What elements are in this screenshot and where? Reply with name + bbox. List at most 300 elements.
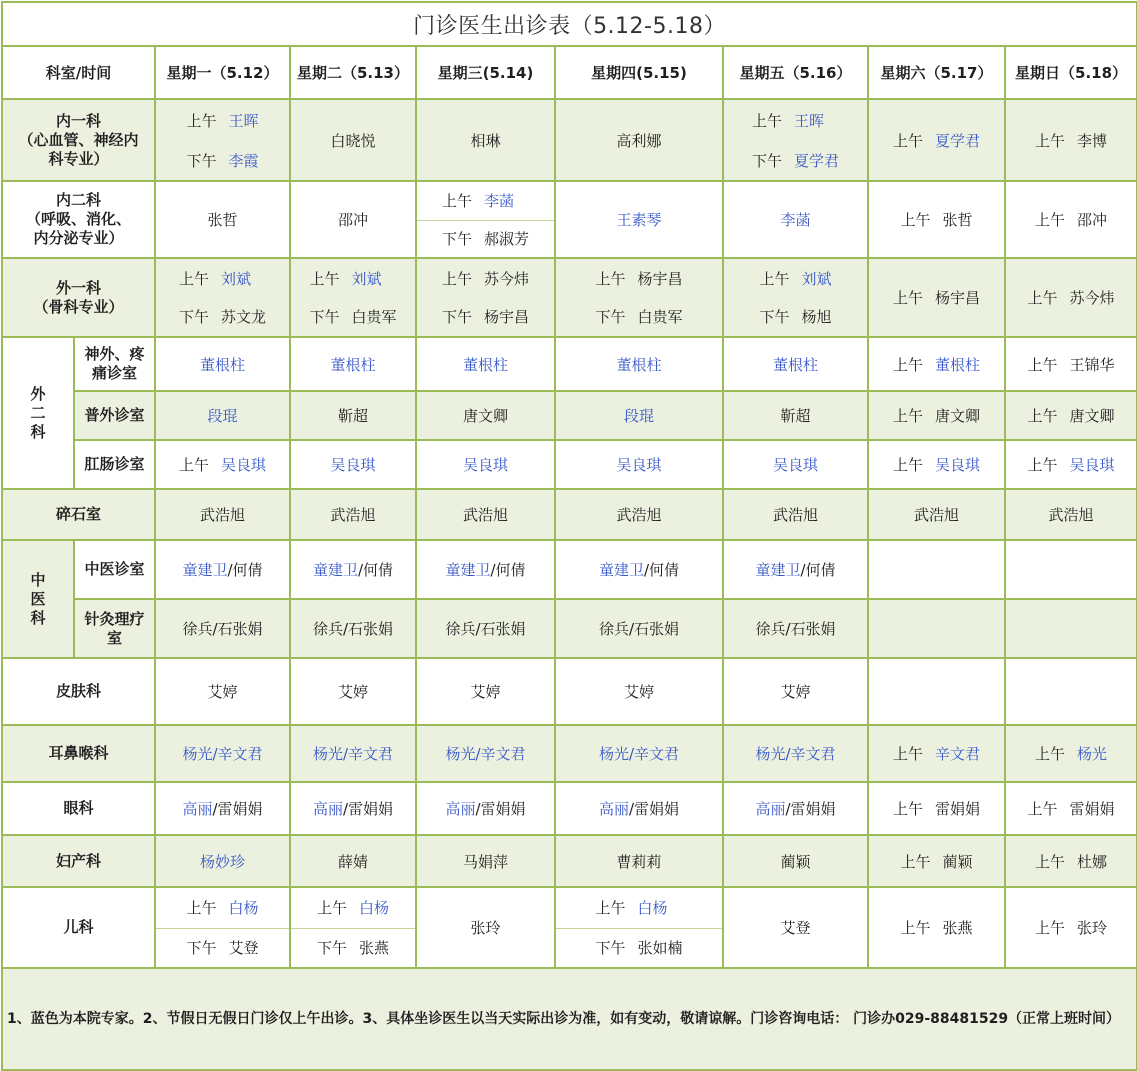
schedule-line [599, 559, 679, 580]
schedule-cell-content [724, 392, 867, 439]
clinic-label-line: 中医诊室 [84, 560, 145, 578]
schedule-cell-wed [416, 391, 555, 440]
shift-lines [442, 259, 529, 336]
schedule-line [200, 851, 245, 872]
schedule-cell-content [724, 659, 867, 724]
schedule-line [780, 209, 810, 230]
schedule-cell-content [556, 836, 722, 886]
time-period-label: 下午 [186, 938, 217, 957]
schedule-line [755, 559, 835, 580]
schedule-line [1028, 798, 1115, 819]
schedule-cell-fri [723, 599, 868, 658]
schedule-cell-tue [290, 725, 416, 782]
schedule-line [1028, 354, 1115, 375]
shift-lines [752, 100, 839, 180]
schedule-body [2, 99, 1137, 968]
department-label-text [30, 571, 47, 628]
department-label-text [26, 191, 131, 248]
expert-doctor-name: 吴良琪 [935, 456, 981, 474]
department-row [2, 658, 1137, 725]
expert-doctor-name: 董根柱 [462, 355, 508, 374]
expert-doctor-name: 刘斌 [351, 269, 382, 288]
schedule-line [773, 504, 818, 525]
schedule-line [624, 405, 654, 426]
schedule-line [442, 182, 529, 220]
schedule-cell-thu [555, 835, 723, 887]
schedule-line [616, 354, 661, 375]
expert-doctor-name: 童建卫 [312, 561, 358, 579]
department-label [2, 887, 155, 968]
doctor-name: 王锦华 [1069, 355, 1115, 374]
schedule-cell-wed [416, 725, 555, 782]
time-period-label: 上午 [186, 899, 217, 918]
expert-doctor-name: 吴良琪 [462, 456, 508, 474]
shift-divider [417, 220, 554, 221]
schedule-line [207, 681, 237, 702]
time-period-label: 下午 [441, 308, 472, 327]
doctor-name: /何倩 [357, 561, 394, 579]
doctor-name: /雷娟娟 [628, 800, 680, 818]
expert-doctor-name: 刘斌 [221, 269, 252, 288]
expert-doctor-name: 吴良琪 [330, 456, 376, 474]
schedule-cell-content [556, 392, 722, 439]
schedule-line [207, 405, 237, 426]
doctor-name: 白贵军 [351, 308, 397, 327]
department-row [2, 181, 1137, 258]
schedule-cell-fri [723, 658, 868, 725]
schedule-cell-thu [555, 540, 723, 599]
schedule-line [338, 681, 368, 702]
schedule-cell-fri [723, 725, 868, 782]
doctor-name: 张燕 [359, 938, 390, 957]
schedule-cell-fri [723, 887, 868, 968]
schedule-cell-content [291, 659, 415, 724]
department-label-line: 眼科 [63, 799, 94, 817]
department-label-box [3, 888, 154, 967]
schedule-line [313, 798, 393, 819]
schedule-cell-content [1006, 100, 1136, 180]
schedule-cell-sat [868, 782, 1005, 835]
clinic-label-text [84, 455, 144, 474]
schedule-line [182, 618, 262, 639]
schedule-cell-content [724, 600, 867, 657]
schedule-cell-content [156, 100, 289, 180]
schedule-cell-content [417, 541, 554, 598]
doctor-name: 曹莉莉 [616, 852, 662, 871]
department-label-line: 外二科 [30, 384, 46, 441]
schedule-line [780, 405, 810, 426]
schedule-cell-sat [868, 887, 1005, 968]
doctor-name: 武浩旭 [199, 506, 245, 524]
schedule-cell-tue [290, 99, 416, 181]
schedule-line [207, 209, 237, 230]
schedule-cell-content [291, 182, 415, 257]
schedule-cell-mon [155, 782, 290, 835]
time-period-label: 上午 [900, 919, 931, 937]
doctor-name: 李博 [1077, 131, 1108, 150]
schedule-cell-content [417, 392, 554, 439]
day-header-sun: 星期日（5.18） [1005, 46, 1137, 99]
time-period-label: 下午 [595, 308, 626, 327]
time-period-label: 上午 [1035, 852, 1066, 871]
expert-doctor-name: 刘斌 [801, 269, 832, 288]
schedule-line [186, 140, 258, 180]
doctor-name: 杨旭 [801, 308, 832, 327]
table-head [2, 2, 1137, 99]
schedule-line [893, 454, 980, 475]
schedule-cell-content [417, 726, 554, 781]
time-period-label: 上午 [892, 355, 923, 374]
time-period-label: 上午 [316, 899, 347, 918]
schedule-cell-content [869, 338, 1004, 390]
schedule-cell-content [724, 541, 867, 598]
doctor-name: 杨宇昌 [935, 289, 981, 307]
doctor-name: 张哲 [942, 211, 973, 229]
doctor-name: 艾婷 [207, 683, 238, 701]
schedule-line [893, 287, 980, 308]
time-period-label: 上午 [900, 211, 931, 229]
time-period-label: 上午 [892, 131, 923, 150]
schedule-line [1028, 405, 1115, 426]
clinic-label [74, 440, 155, 489]
schedule-cell-thu [555, 782, 723, 835]
schedule-cell-content [156, 888, 289, 967]
time-period-label: 下午 [316, 938, 347, 957]
schedule-line [1049, 504, 1094, 525]
doctor-name: 艾婷 [623, 683, 654, 701]
schedule-line [759, 259, 831, 298]
expert-doctor-name: 董根柱 [935, 355, 981, 374]
schedule-line [186, 100, 258, 140]
schedule-cell-sun [1005, 725, 1137, 782]
schedule-cell-content [156, 600, 289, 657]
schedule-cell-sat [868, 181, 1005, 258]
schedule-cell-mon [155, 599, 290, 658]
department-label [2, 835, 155, 887]
schedule-cell-sun [1005, 181, 1137, 258]
doctor-name: 邵冲 [337, 211, 368, 229]
expert-doctor-name: 吴良琪 [616, 456, 662, 474]
department-label-text [18, 112, 138, 169]
doctor-name: 杨宇昌 [637, 269, 683, 288]
schedule-cell-sat [868, 540, 1005, 599]
schedule-line [182, 743, 262, 764]
schedule-cell-content [291, 888, 415, 967]
schedule-line [914, 504, 959, 525]
department-label-line: 碎石室 [55, 505, 101, 523]
doctor-name: 靳超 [780, 407, 811, 425]
schedule-cell-wed [416, 440, 555, 489]
department-label-box [3, 783, 154, 834]
schedule-line [445, 798, 525, 819]
schedule-line [445, 618, 525, 639]
schedule-line [179, 454, 266, 475]
schedule-cell-content [417, 441, 554, 488]
schedule-cell-wed [416, 99, 555, 181]
expert-doctor-name: 李菡 [484, 192, 515, 211]
schedule-line [338, 405, 368, 426]
time-period-label: 上午 [1027, 800, 1058, 818]
expert-doctor-name: 童建卫 [755, 561, 801, 579]
doctor-name: 徐兵/石张娟 [312, 620, 394, 638]
day-header-wed: 星期三(5.14) [416, 46, 555, 99]
expert-doctor-name: 夏学君 [935, 131, 981, 150]
department-row [2, 835, 1137, 887]
time-period-label: 上午 [178, 456, 209, 474]
doctor-name: 杨宇昌 [484, 308, 530, 327]
schedule-cell-content [417, 338, 554, 390]
schedule-cell-content [291, 600, 415, 657]
time-period-label: 下午 [178, 308, 209, 327]
schedule-cell-content [291, 338, 415, 390]
department-label-text [63, 799, 93, 818]
schedule-line [1028, 287, 1115, 308]
department-label-box [3, 490, 154, 539]
schedule-cell-tue [290, 835, 416, 887]
schedule-cell-content [869, 836, 1004, 886]
schedule-cell-wed [416, 258, 555, 337]
department-label-box [3, 726, 154, 781]
schedule-cell-wed [416, 599, 555, 658]
department-label [2, 782, 155, 835]
schedule-cell-wed [416, 658, 555, 725]
schedule-line [182, 798, 262, 819]
department-label [2, 540, 74, 658]
schedule-line [780, 681, 810, 702]
doctor-name: 武浩旭 [913, 506, 959, 524]
schedule-line [599, 798, 679, 819]
expert-doctor-name: 杨光/辛文君 [312, 745, 394, 763]
schedule-cell-wed [416, 181, 555, 258]
clinic-label-line: 神外、疼 [84, 345, 145, 363]
schedule-line [1035, 917, 1107, 938]
schedule-cell-content [156, 836, 289, 886]
clinic-label-line: 室 [106, 628, 122, 647]
schedule-line [900, 917, 972, 938]
schedule-cell-wed [416, 782, 555, 835]
schedule-cell-fri [723, 391, 868, 440]
clinic-label [74, 540, 155, 599]
schedule-line [338, 209, 368, 230]
schedule-cell-tue [290, 258, 416, 337]
schedule-cell-content [724, 441, 867, 488]
schedule-cell-content [869, 659, 1004, 724]
doctor-name: 郝淑芳 [484, 229, 530, 248]
doctor-name: /雷娟娟 [342, 800, 394, 818]
expert-doctor-name: 辛文君 [935, 745, 981, 763]
schedule-line [1028, 454, 1115, 475]
time-period-label: 上午 [1027, 289, 1058, 307]
doctor-name: 艾婷 [470, 683, 501, 701]
schedule-cell-sat [868, 489, 1005, 540]
expert-doctor-name: 白杨 [637, 899, 668, 918]
time-period-label: 上午 [186, 111, 217, 130]
time-period-label: 上午 [1035, 131, 1066, 150]
schedule-line [445, 559, 525, 580]
expert-doctor-name: 杨光/辛文君 [182, 745, 263, 763]
time-period-label: 上午 [1035, 919, 1066, 937]
doctor-name: 邵冲 [1077, 211, 1108, 229]
schedule-line [780, 917, 810, 938]
expert-doctor-name: 董根柱 [199, 355, 245, 374]
schedule-cell-mon [155, 835, 290, 887]
schedule-cell-mon [155, 887, 290, 968]
doctor-name: 杜娜 [1077, 852, 1108, 871]
schedule-cell-content [1006, 490, 1136, 539]
doctor-name: 唐文卿 [462, 407, 508, 425]
schedule-line [470, 130, 500, 151]
schedule-cell-content [869, 100, 1004, 180]
schedule-cell-sat [868, 725, 1005, 782]
schedule-line [893, 130, 980, 151]
department-label-box [3, 259, 154, 336]
department-label [2, 337, 74, 489]
schedule-cell-thu [555, 337, 723, 391]
schedule-line [595, 888, 682, 928]
shift-lines [179, 259, 266, 336]
clinic-label [74, 599, 155, 658]
schedule-cell-content [1006, 392, 1136, 439]
schedule-cell-content [156, 783, 289, 834]
time-period-label: 下午 [751, 151, 782, 170]
shift-lines [595, 259, 682, 336]
schedule-cell-tue [290, 391, 416, 440]
schedule-cell-mon [155, 99, 290, 181]
doctor-name: /何倩 [227, 561, 263, 579]
clinic-label [74, 391, 155, 440]
expert-doctor-name: 杨光/辛文君 [445, 745, 526, 763]
department-label-text [30, 385, 47, 442]
doctor-name: 雷娟娟 [1069, 800, 1115, 818]
schedule-cell-sun [1005, 782, 1137, 835]
expert-doctor-name: 吴良琪 [1069, 456, 1115, 474]
time-period-label: 上午 [1027, 407, 1058, 425]
table-foot [2, 968, 1137, 1070]
schedule-cell-mon [155, 540, 290, 599]
schedule-cell-content [1006, 659, 1136, 724]
expert-doctor-name: 高丽 [182, 800, 213, 818]
schedule-cell-mon [155, 181, 290, 258]
expert-doctor-name: 董根柱 [330, 355, 376, 374]
schedule-line [442, 259, 529, 298]
schedule-cell-thu [555, 258, 723, 337]
schedule-cell-content [1006, 836, 1136, 886]
schedule-cell-content [724, 182, 867, 257]
schedule-cell-content [156, 259, 289, 336]
schedule-cell-tue [290, 337, 416, 391]
time-period-label: 上午 [1035, 211, 1066, 229]
schedule-cell-fri [723, 540, 868, 599]
time-period-label: 上午 [178, 269, 209, 288]
schedule-line [752, 140, 839, 180]
schedule-line [182, 559, 262, 580]
schedule-cell-sun [1005, 440, 1137, 489]
department-label-text [33, 279, 123, 317]
schedule-line [463, 454, 508, 475]
clinic-label-text [84, 406, 144, 425]
schedule-cell-content [869, 888, 1004, 967]
clinic-label-text [84, 610, 144, 648]
schedule-line [759, 298, 831, 337]
department-row [2, 99, 1137, 181]
time-period-label: 上午 [892, 745, 923, 763]
doctor-name: 艾登 [228, 938, 259, 957]
schedule-cell-content [291, 541, 415, 598]
schedule-line [1035, 743, 1107, 764]
doctor-name: 徐兵/石张娟 [755, 620, 836, 638]
schedule-cell-content [291, 783, 415, 834]
time-period-label: 上午 [759, 269, 790, 288]
schedule-cell-content [291, 100, 415, 180]
department-row [2, 887, 1137, 968]
clinic-label-box [75, 541, 154, 598]
schedule-cell-content [724, 490, 867, 539]
schedule-cell-content [1006, 600, 1136, 657]
department-label-line: 科专业） [48, 149, 109, 168]
schedule-cell-content [1006, 338, 1136, 390]
page-title: 门诊医生出诊表（5.12-5.18） [2, 2, 1137, 46]
department-label-text [56, 852, 101, 871]
schedule-cell-content [869, 541, 1004, 598]
department-label-text [56, 682, 101, 701]
department-label [2, 99, 155, 181]
schedule-line [309, 298, 396, 337]
schedule-line [442, 298, 529, 337]
schedule-line [624, 681, 654, 702]
schedule-cell-content [291, 441, 415, 488]
doctor-name: 高利娜 [616, 131, 662, 150]
expert-doctor-name: 杨光/辛文君 [755, 745, 836, 763]
schedule-cell-content [417, 888, 554, 967]
schedule-cell-content [156, 726, 289, 781]
schedule-cell-sat [868, 599, 1005, 658]
schedule-line [317, 928, 389, 968]
schedule-cell-wed [416, 887, 555, 968]
schedule-cell-fri [723, 337, 868, 391]
time-period-label: 上午 [595, 899, 626, 918]
schedule-line [179, 259, 266, 298]
schedule-cell-tue [290, 440, 416, 489]
time-period-label: 上午 [595, 269, 626, 288]
department-row [2, 489, 1137, 540]
schedule-line [470, 917, 500, 938]
schedule-line [599, 743, 679, 764]
schedule-cell-mon [155, 725, 290, 782]
doctor-name: 张如楠 [637, 938, 683, 957]
schedule-cell-mon [155, 337, 290, 391]
schedule-cell-content [291, 836, 415, 886]
shift-divider [156, 928, 289, 929]
schedule-cell-thu [555, 391, 723, 440]
schedule-cell-content [291, 726, 415, 781]
schedule-line [317, 888, 389, 928]
schedule-cell-sat [868, 440, 1005, 489]
doctor-name: /雷娟娟 [475, 800, 526, 818]
schedule-cell-sun [1005, 99, 1137, 181]
time-period-label: 下午 [759, 308, 790, 327]
schedule-line [186, 888, 258, 928]
expert-doctor-name: 白杨 [228, 899, 259, 918]
schedule-cell-content [291, 259, 415, 336]
schedule-cell-fri [723, 181, 868, 258]
schedule-cell-content [417, 259, 554, 336]
expert-doctor-name: 董根柱 [772, 355, 818, 374]
schedule-line [773, 454, 818, 475]
shift-divider [556, 928, 722, 929]
expert-doctor-name: 杨妙珍 [199, 852, 245, 871]
schedule-cell-tue [290, 887, 416, 968]
department-label-box [3, 836, 154, 886]
